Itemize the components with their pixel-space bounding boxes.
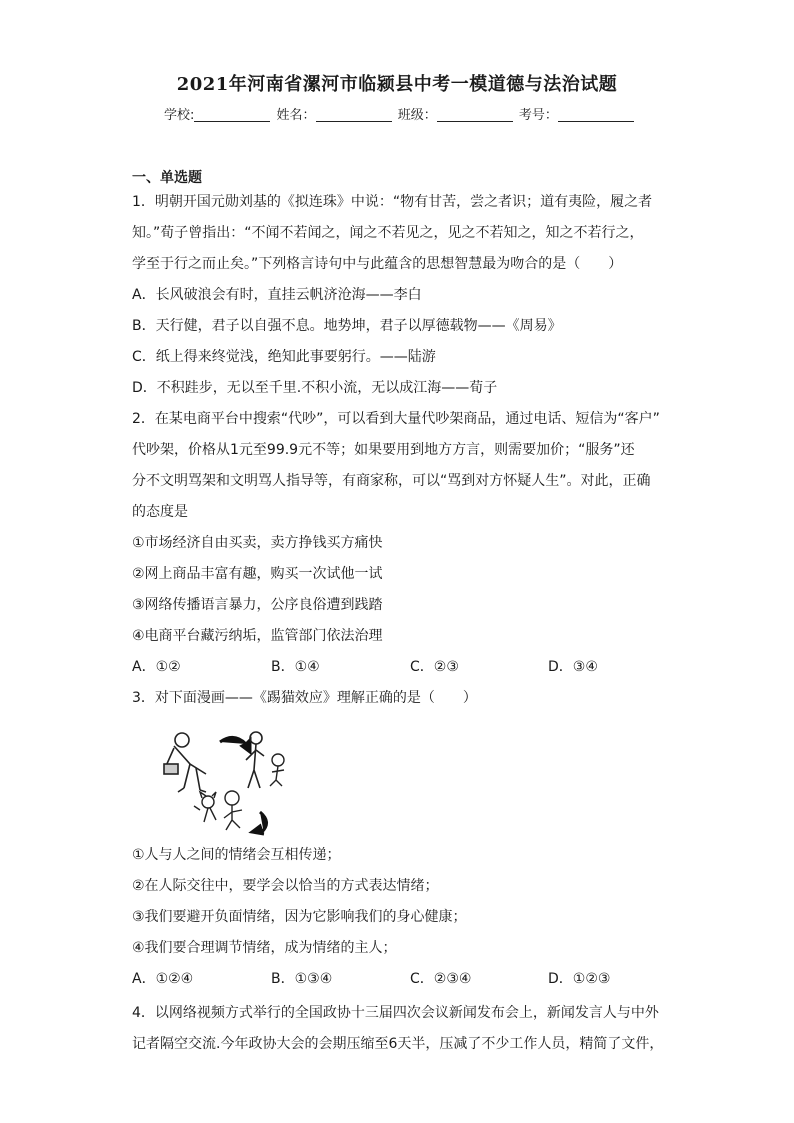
q3-item-1: ①人与人之间的情绪会互相传递；: [132, 847, 341, 863]
q2-choice-c[interactable]: C．②③: [410, 659, 459, 675]
class-label: 班级：: [397, 108, 437, 123]
q2-line-2: 代吵架，价格从1元至99.9元不等；如果要用到地方方言，则需要加价；“服务”还: [132, 442, 635, 458]
cartoon-figure-child: [270, 754, 284, 786]
cycle-arrow-top: [220, 737, 250, 752]
cycle-arrow-bottom: [252, 812, 267, 834]
q2-line-4: 的态度是: [132, 504, 188, 520]
q2-line-1: 2．在某电商平台中搜索“代吵”，可以看到大量代吵架商品，通过电话、短信为“客户”: [132, 411, 660, 427]
student-info-row: [164, 104, 636, 123]
q2-item-3: ③网络传播语言暴力，公序良俗遭到践踏: [132, 597, 383, 613]
q1-option-b: B．天行健，君子以自强不息。地势坤，君子以厚德载物——《周易》: [132, 318, 562, 334]
q2-choices: [132, 657, 632, 677]
section-heading: 一、单选题: [132, 170, 202, 186]
q1-line-3: 学至于行之而止矣。”下列格言诗句中与此蕴含的思想智慧最为吻合的是（ ）: [132, 256, 623, 272]
q2-item-2: ②网上商品丰富有趣，购买一次试他一试: [132, 566, 383, 582]
q3-item-2: ②在人际交往中，要学会以恰当的方式表达情绪；: [132, 878, 439, 894]
q2-choice-b[interactable]: B．①④: [271, 659, 320, 675]
school-blank[interactable]: [194, 107, 270, 122]
q1-line-2: 知。”荀子曾指出：“不闻不若闻之，闻之不若见之，见之不若知之，知之不若行之，: [132, 225, 644, 241]
q2-item-4: ④电商平台藏污纳垢，监管部门依法治理: [132, 628, 383, 644]
name-label: 姓名：: [276, 108, 316, 123]
q1-option-d: D．不积跬步，无以至千里.不积小流，无以成江海——荀子: [132, 380, 498, 396]
cartoon-figure-cat: [194, 792, 216, 822]
q4-line-2: 记者隔空交流.今年政协大会的会期压缩至6天半，压减了不少工作人员，精简了文件，: [132, 1036, 664, 1052]
q3-choices: [132, 969, 632, 989]
q3-choice-d[interactable]: D．①②③: [548, 971, 611, 987]
q1-option-c: C．纸上得来终觉浅，绝知此事要躬行。——陆游: [132, 349, 436, 365]
q1-option-a: A．长风破浪会有时，直挂云帆济沧海——李白: [132, 287, 422, 303]
q1-line-1: 1．明朝开国元勋刘基的《拟连珠》中说：“物有甘苦，尝之者识；道有夷险，履之者: [132, 194, 653, 210]
name-blank[interactable]: [316, 107, 392, 122]
school-label: 学校:: [164, 108, 195, 123]
q2-item-1: ①市场经济自由买卖，卖方挣钱买方痛快: [132, 535, 383, 551]
exam-title: 2021年河南省漯河市临颍县中考一模道德与法治试题: [176, 74, 618, 95]
cartoon-figure-boss: [164, 733, 206, 792]
q3-item-3: ③我们要避开负面情绪，因为它影响我们的身心健康；: [132, 909, 467, 925]
class-blank[interactable]: [437, 107, 513, 122]
q4-line-1: 4．以网络视频方式举行的全国政协十三届四次会议新闻发布会上，新闻发言人与中外: [132, 1005, 659, 1021]
q3-item-4: ④我们要合理调节情绪，成为情绪的主人；: [132, 940, 397, 956]
kick-the-cat-cartoon: [160, 726, 290, 836]
number-label: 考号：: [518, 108, 558, 123]
q2-line-3: 分不文明骂架和文明骂人指导等，有商家称，可以“骂到对方怀疑人生”。对此，正确: [132, 473, 651, 489]
cartoon-figure-baby: [224, 791, 242, 830]
q3-choice-a[interactable]: A．①②④: [132, 971, 194, 987]
q2-choice-a[interactable]: A．①②: [132, 659, 181, 675]
number-blank[interactable]: [558, 107, 634, 122]
q3-line-1: 3．对下面漫画——《踢猫效应》理解正确的是（ ）: [132, 690, 477, 706]
q2-choice-d[interactable]: D．③④: [548, 659, 598, 675]
q3-choice-c[interactable]: C．②③④: [410, 971, 472, 987]
q3-choice-b[interactable]: B．①③④: [271, 971, 333, 987]
